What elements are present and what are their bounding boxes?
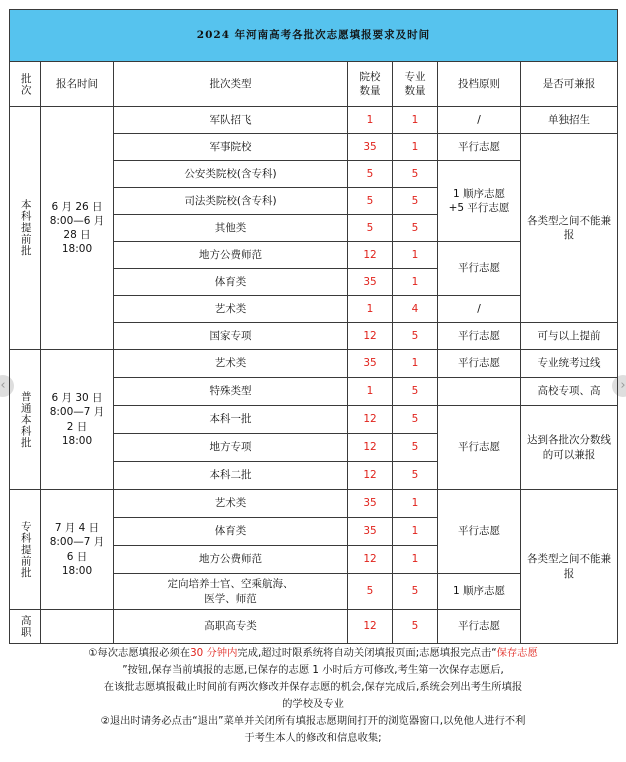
page-title: 2024 年河南高考各批次志愿填报要求及时间 <box>10 10 618 62</box>
note-line: 于考生本人的修改和信息收集; <box>244 732 382 744</box>
schools-cell: 35 <box>348 350 393 378</box>
schools-cell: 1 <box>348 296 393 323</box>
policy-table <box>9 9 618 644</box>
majors-cell: 1 <box>393 518 438 546</box>
schools-cell: 12 <box>348 323 393 350</box>
majors-cell: 5 <box>393 434 438 462</box>
table-row <box>10 107 618 134</box>
left-arrow-icon[interactable]: ‹ <box>0 375 14 397</box>
schools-cell: 1 <box>348 107 393 134</box>
type-cell: 军事院校 <box>114 134 348 161</box>
type-cell: 体育类 <box>114 269 348 296</box>
type-cell: 体育类 <box>114 518 348 546</box>
time-vocational <box>41 610 114 644</box>
note-line: ”按钮,保存当前填报的志愿,已保存的志愿 1 小时后方可修改,考生第一次保存志愿后, <box>122 664 504 676</box>
type-cell: 公安类院校(含专科) <box>114 161 348 188</box>
compat-cell: 各类型之间不能兼报 <box>521 134 618 323</box>
type-cell: 地方专项 <box>114 434 348 462</box>
majors-cell: 5 <box>393 610 438 644</box>
schools-cell: 12 <box>348 434 393 462</box>
note-line: 的学校及专业 <box>282 698 344 710</box>
schools-cell: 1 <box>348 378 393 406</box>
principle-cell: 平行志愿 <box>438 134 521 161</box>
schools-cell: 35 <box>348 134 393 161</box>
note-line: ①每次志愿填报必须在30 分钟内完成,超过时限系统将自动关闭填报页面;志愿填报完点击“保存志愿 <box>88 647 538 659</box>
schools-cell: 5 <box>348 161 393 188</box>
schools-cell: 35 <box>348 269 393 296</box>
majors-cell: 5 <box>393 161 438 188</box>
majors-cell: 5 <box>393 215 438 242</box>
note-line: 在该批志愿填报截止时间前有两次修改并保存志愿的机会,保存完成后,系统会列出考生所填报 <box>103 681 523 693</box>
batch-label-early-undergrad: 本科提前批 <box>10 107 41 350</box>
schools-cell: 12 <box>348 546 393 574</box>
majors-cell: 1 <box>393 546 438 574</box>
header-principle: 投档原则 <box>438 62 521 107</box>
majors-cell: 5 <box>393 188 438 215</box>
majors-cell: 1 <box>393 350 438 378</box>
principle-cell: 平行志愿 <box>438 490 521 574</box>
schools-cell: 12 <box>348 610 393 644</box>
schools-cell: 35 <box>348 518 393 546</box>
type-cell: 军队招飞 <box>114 107 348 134</box>
principle-cell <box>438 378 521 406</box>
table-header-row <box>10 62 618 107</box>
compat-cell: 各类型之间不能兼报 <box>521 490 618 644</box>
principle-cell: 1 顺序志愿 +5 平行志愿 <box>438 161 521 242</box>
majors-cell: 5 <box>393 574 438 610</box>
schools-cell: 12 <box>348 242 393 269</box>
majors-cell: 5 <box>393 323 438 350</box>
type-cell: 高职高专类 <box>114 610 348 644</box>
type-cell: 艺术类 <box>114 350 348 378</box>
type-cell: 本科一批 <box>114 406 348 434</box>
principle-cell: 平行志愿 <box>438 242 521 296</box>
majors-cell: 5 <box>393 462 438 490</box>
time-regular-undergrad: 6 月 30 日 8:00—7 月 2 日 18:00 <box>41 350 114 490</box>
type-cell: 定向培养士官、空乘航海、医学、师范 <box>114 574 348 610</box>
majors-cell: 1 <box>393 269 438 296</box>
header-schools: 院校数量 <box>348 62 393 107</box>
majors-cell: 1 <box>393 490 438 518</box>
majors-cell: 1 <box>393 242 438 269</box>
batch-label-vocational: 高职 <box>10 610 41 644</box>
header-time: 报名时间 <box>41 62 114 107</box>
type-cell: 艺术类 <box>114 490 348 518</box>
type-cell: 艺术类 <box>114 296 348 323</box>
principle-cell: 平行志愿 <box>438 610 521 644</box>
majors-cell: 5 <box>393 406 438 434</box>
schools-cell: 12 <box>348 406 393 434</box>
schools-cell: 5 <box>348 188 393 215</box>
type-cell: 地方公费师范 <box>114 546 348 574</box>
highlight-save: 保存志愿 <box>496 647 538 659</box>
principle-cell: 平行志愿 <box>438 323 521 350</box>
compat-cell: 专业统考过线 <box>521 350 618 378</box>
compat-cell: 可与以上提前 <box>521 323 618 350</box>
header-batch: 批次 <box>10 62 41 107</box>
principle-cell: / <box>438 296 521 323</box>
majors-cell: 4 <box>393 296 438 323</box>
type-cell: 国家专项 <box>114 323 348 350</box>
principle-cell: 平行志愿 <box>438 350 521 378</box>
majors-cell: 1 <box>393 107 438 134</box>
batch-label-regular-undergrad: 普通本科批 <box>10 350 41 490</box>
header-type: 批次类型 <box>114 62 348 107</box>
table-row <box>10 350 618 378</box>
majors-cell: 5 <box>393 378 438 406</box>
type-cell: 特殊类型 <box>114 378 348 406</box>
header-majors: 专业数量 <box>393 62 438 107</box>
right-arrow-icon[interactable]: › <box>612 375 626 397</box>
principle-cell: / <box>438 107 521 134</box>
compat-cell: 单独招生 <box>521 107 618 134</box>
type-cell: 本科二批 <box>114 462 348 490</box>
principle-cell: 平行志愿 <box>438 406 521 490</box>
majors-cell: 1 <box>393 134 438 161</box>
compat-cell: 达到各批次分数线的可以兼报 <box>521 406 618 490</box>
schools-cell: 35 <box>348 490 393 518</box>
type-cell: 地方公费师范 <box>114 242 348 269</box>
batch-label-early-college: 专科提前批 <box>10 490 41 610</box>
footnotes <box>0 645 626 747</box>
schools-cell: 12 <box>348 462 393 490</box>
time-early-undergrad: 6 月 26 日 8:00—6 月 28 日 18:00 <box>41 107 114 350</box>
note-line: ②退出时请务必点击“退出”菜单并关闭所有填报志愿期间打开的浏览器窗口,以免他人进行不利 <box>100 715 526 727</box>
principle-cell: 1 顺序志愿 <box>438 574 521 610</box>
compat-cell: 高校专项、高 <box>521 378 618 406</box>
table-row <box>10 490 618 518</box>
type-cell: 其他类 <box>114 215 348 242</box>
schools-cell: 5 <box>348 574 393 610</box>
highlight-time: 30 分钟内 <box>190 647 238 659</box>
time-early-college: 7 月 4 日 8:00—7 月 6 日 18:00 <box>41 490 114 610</box>
schools-cell: 5 <box>348 215 393 242</box>
header-compatible: 是否可兼报 <box>521 62 618 107</box>
type-cell: 司法类院校(含专科) <box>114 188 348 215</box>
policy-table-frame <box>9 9 617 644</box>
